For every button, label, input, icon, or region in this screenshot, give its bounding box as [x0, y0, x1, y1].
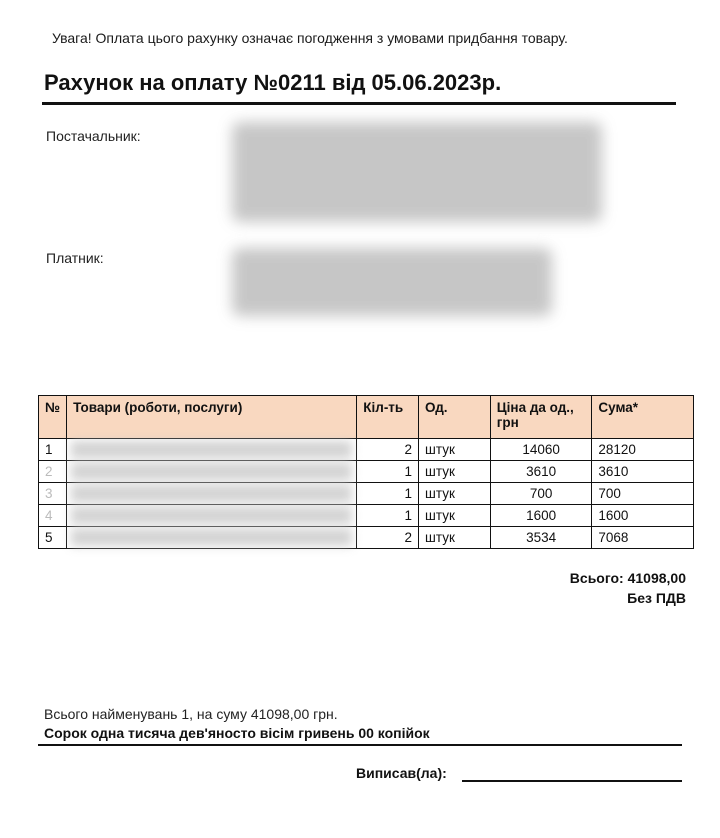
title-divider: [42, 102, 676, 105]
total-amount: Всього: 41098,00: [569, 570, 686, 586]
row-unit: штук: [419, 483, 491, 505]
items-table: [38, 395, 694, 549]
row-num: 5: [39, 527, 67, 549]
row-name-redacted: [67, 461, 357, 483]
row-unit: штук: [419, 461, 491, 483]
row-qty: 1: [357, 483, 419, 505]
header-num: №: [39, 396, 67, 439]
row-sum: 3610: [592, 461, 694, 483]
row-qty: 1: [357, 505, 419, 527]
table-header-row: [39, 396, 694, 439]
amount-in-words: Сорок одна тисяча дев'яносто вісім гривень 00 копійок: [44, 725, 430, 741]
row-sum: 7068: [592, 527, 694, 549]
row-price: 3534: [490, 527, 592, 549]
header-price: Ціна да од., грн: [490, 396, 592, 439]
footer-divider: [38, 744, 682, 746]
table-row: [39, 527, 694, 549]
header-name: Товари (роботи, послуги): [67, 396, 357, 439]
row-name-redacted: [67, 483, 357, 505]
payer-redacted-block: [232, 248, 552, 316]
row-num: 4: [39, 505, 67, 527]
signature-line: [462, 780, 682, 782]
row-price: 14060: [490, 439, 592, 461]
row-qty: 2: [357, 527, 419, 549]
row-unit: штук: [419, 439, 491, 461]
items-summary: Всього найменувань 1, на суму 41098,00 грн.: [44, 706, 338, 722]
row-sum: 28120: [592, 439, 694, 461]
row-num: 2: [39, 461, 67, 483]
signed-by-label: Виписав(ла):: [356, 765, 447, 781]
row-price: 1600: [490, 505, 592, 527]
row-unit: штук: [419, 527, 491, 549]
supplier-label: Постачальник:: [46, 128, 141, 144]
table-row: [39, 505, 694, 527]
notice-text: Увага! Оплата цього рахунку означає погодження з умовами придбання товару.: [52, 30, 568, 46]
invoice-title: Рахунок на оплату №0211 від 05.06.2023р.: [44, 70, 502, 95]
row-price: 3610: [490, 461, 592, 483]
row-name-redacted: [67, 439, 357, 461]
row-num: 3: [39, 483, 67, 505]
row-sum: 700: [592, 483, 694, 505]
payer-label: Платник:: [46, 250, 104, 266]
row-price: 700: [490, 483, 592, 505]
header-sum: Сума*: [592, 396, 694, 439]
table-row: [39, 461, 694, 483]
header-unit: Од.: [419, 396, 491, 439]
row-name-redacted: [67, 527, 357, 549]
table-row: [39, 439, 694, 461]
row-qty: 2: [357, 439, 419, 461]
header-qty: Кіл-ть: [357, 396, 419, 439]
row-name-redacted: [67, 505, 357, 527]
row-num: 1: [39, 439, 67, 461]
supplier-redacted-block: [232, 122, 602, 222]
vat-note: Без ПДВ: [627, 590, 686, 606]
row-sum: 1600: [592, 505, 694, 527]
row-qty: 1: [357, 461, 419, 483]
row-unit: штук: [419, 505, 491, 527]
table-row: [39, 483, 694, 505]
